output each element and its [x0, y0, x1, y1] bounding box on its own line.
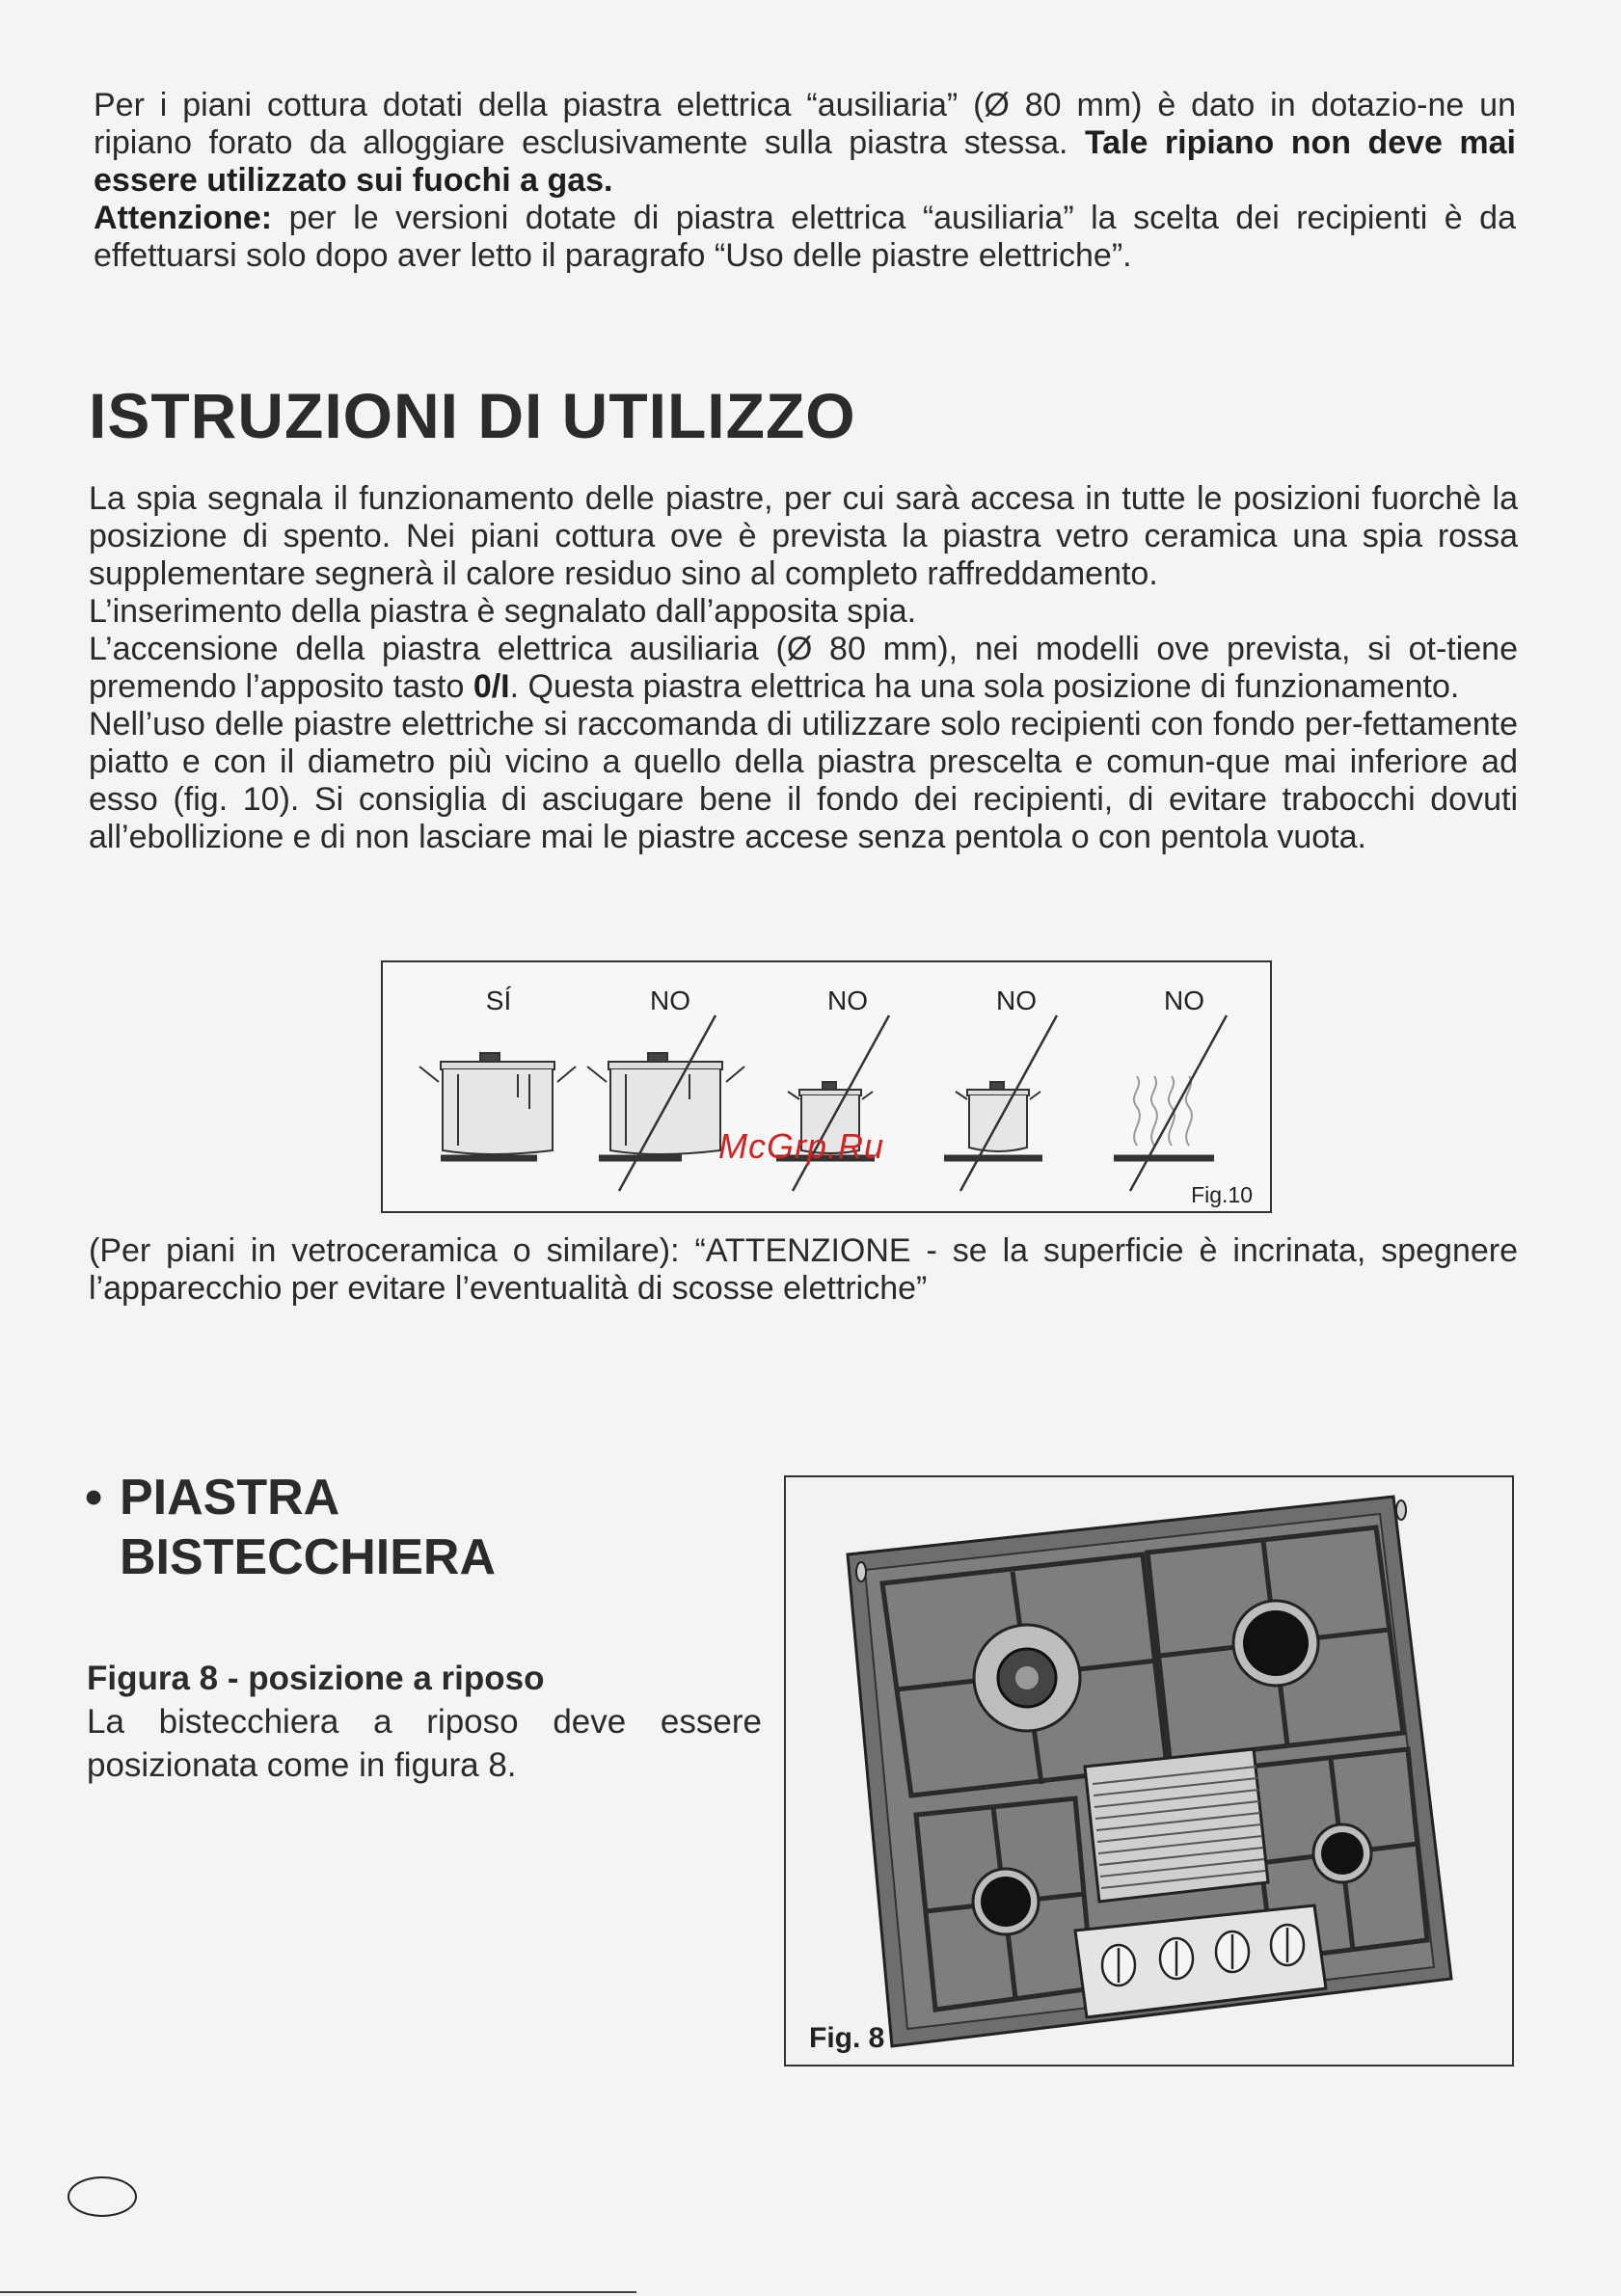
usage-p3-end: . Questa piastra elettrica ha una sola posizione di funzionamento.	[509, 668, 1460, 705]
figure-8-caption: Fig. 8	[809, 2022, 885, 2054]
griddle-plate-icon	[1085, 1749, 1268, 1902]
usage-paragraph-2: L’inserimento della piastra è segnalato dall’apposita spia.	[89, 593, 917, 630]
figure-10-caption: Fig.10	[1191, 1182, 1253, 1207]
attention-label: Attenzione:	[94, 200, 273, 236]
figure-8-hob	[784, 1475, 1514, 2066]
figure-8-description: La bistecchiera a riposo deve essere posizionata come in figura 8.	[87, 1703, 762, 1784]
usage-instructions	[89, 480, 1518, 856]
page-title: ISTRUZIONI DI UTILIZZO	[89, 380, 856, 451]
usage-p3-start: L’accensione della piastra elettrica ausiliaria (Ø 80 mm), nei modelli ove prevista, si ot-tiene premendo l’apposito tasto	[89, 631, 1518, 705]
on-off-key-label: 0/I	[473, 668, 510, 705]
figure-10-pans	[381, 960, 1272, 1213]
pan-label-4: NO	[996, 986, 1037, 1015]
page-number-oval	[68, 2176, 137, 2217]
section-title-line-2: BISTECCHIERA	[120, 1529, 497, 1585]
pan-correct-icon	[419, 1053, 576, 1158]
pan-uneven-icon	[944, 1015, 1057, 1191]
burner-small-left-icon	[973, 1869, 1039, 1934]
watermark: McGrp.Ru	[718, 1126, 885, 1166]
pan-label-5: NO	[1164, 986, 1204, 1015]
figure-8-heading: Figura 8 - posizione a riposo	[87, 1660, 545, 1697]
intro-paragraph	[94, 87, 1516, 275]
burner-small-right-icon	[1313, 1824, 1371, 1882]
section-title	[85, 1468, 496, 1587]
burner-medium-icon	[1233, 1601, 1318, 1686]
intro-text: Per i piani cottura dotati della piastra elettrica “ausiliaria” (Ø 80 mm) è dato in dotazio-ne un ripiano forato da alloggiare esclusivamente sulla piastra stessa.	[94, 87, 1516, 161]
hob-illustration	[786, 1477, 1512, 2065]
pan-label-3: NO	[827, 986, 868, 1015]
empty-plate-heat-icon	[1114, 1015, 1227, 1191]
usage-paragraph-3	[89, 631, 1518, 706]
section-title-line-1: PIASTRA	[120, 1470, 340, 1526]
bullet-icon: •	[85, 1470, 103, 1526]
pan-illustrations	[383, 962, 1270, 1211]
pan-label-2: NO	[650, 986, 690, 1015]
intro-warning-bold: Tale ripiano non deve mai essere utilizzato sui fuochi a gas.	[94, 124, 1516, 199]
burner-large-icon	[974, 1625, 1080, 1731]
attention-text: per le versioni dotate di piastra elettrica “ausiliaria” la scelta dei recipienti è da effettuarsi solo dopo aver letto il paragrafo “Uso delle piastre elettriche”.	[94, 200, 1516, 274]
ceramic-warning: (Per piani in vetroceramica o similare): “ATTENZIONE - se la superficie è incrinata, spegnere l’apparecchio per evitare l’eventualità di scosse elettriche”	[89, 1232, 1518, 1307]
usage-paragraph-1: La spia segnala il funzionamento delle piastre, per cui sarà accesa in tutte le posizioni fuorchè la posizione di spento. Nei piani cottura ove è prevista la piastra vetro ceramica una spia rossa supplementare segnerà il calore residuo sino al completo raffreddamento.	[89, 480, 1518, 592]
pan-label-1: SÍ	[485, 986, 512, 1015]
usage-paragraph-4: Nell’uso delle piastre elettriche si raccomanda di utilizzare solo recipienti con fondo per-fettamente piatto e con il diametro più vicino a quello della piastra prescelta e comun-que mai inferiore ad esso (fig. 10). Si consiglia di asciugare bene il fondo dei recipienti, di evitare trabocchi dovuti all’ebollizione e di non lasciare mai le piastre accese senza pentola o con pentola vuota.	[89, 706, 1518, 855]
bottom-rule	[0, 2291, 636, 2293]
